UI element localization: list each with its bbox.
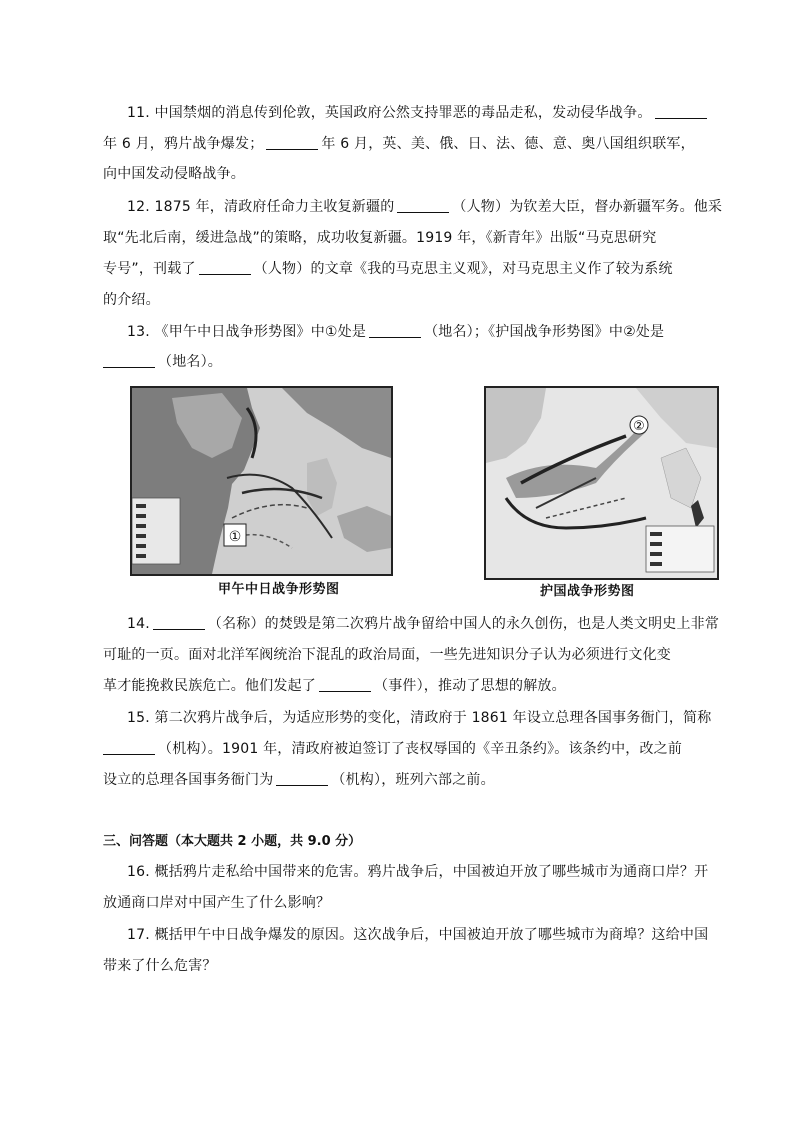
map-marker-2: ② [633, 419, 645, 434]
q13-blank-2[interactable] [103, 353, 155, 368]
q14-line3: 革才能挽救民族危亡。他们发起了 （事件），推动了思想的解放。 [103, 678, 566, 694]
q14-line2: 可耻的一页。面对北洋军阀统治下混乱的政治局面，一些先进知识分子认为必须进行文化变 [103, 647, 671, 663]
q13-line1: 13. 《甲午中日战争形势图》中①处是 （地名）；《护国战争形势图》中②处是 [127, 324, 665, 340]
q14-blank-2[interactable] [319, 677, 371, 692]
q12-blank-2[interactable] [199, 260, 251, 275]
q17-line2: 带来了什么危害？ [103, 958, 217, 974]
q12-line2: 取“先北后南，缓进急战”的策略，成功收复新疆。1919 年，《新青年》出版“马克思研究 [103, 230, 657, 246]
q16-line2: 放通商口岸对中国产生了什么影响？ [103, 895, 331, 911]
q15-blank-2[interactable] [276, 771, 328, 786]
sino-japanese-war-map-graphic [132, 388, 391, 574]
q15-blank-1[interactable] [103, 740, 155, 755]
q12-line1: 12. 1875 年，清政府任命力主收复新疆的 （人物）为钦差大臣，督办新疆军务。他采 [127, 199, 723, 215]
q13-blank-1[interactable] [369, 323, 421, 338]
left-map-caption: 甲午中日战争形势图 [218, 582, 340, 597]
section-3-title: 三、问答题（本大题共 2 小题，共 9.0 分） [103, 834, 362, 849]
q12-line3: 专号”，刊载了 （人物）的文章《我的马克思主义观》，对马克思主义作了较为系统 [103, 261, 673, 277]
q17-line1: 17. 概括甲午中日战争爆发的原因。这次战争后，中国被迫开放了哪些城市为商埠？这给中国 [127, 927, 709, 943]
q12-line4: 的介绍。 [103, 292, 160, 308]
sino-japanese-war-map [130, 386, 393, 576]
q12-blank-1[interactable] [397, 198, 449, 213]
q15-line3: 设立的总理各国事务衙门为 （机构），班列六部之前。 [103, 772, 495, 788]
map-marker-1: ① [228, 529, 242, 545]
q15-line1: 15. 第二次鸦片战争后，为适应形势的变化，清政府于 1861 年设立总理各国事务衙门，简称 [127, 710, 712, 726]
q11-line1: 11. 中国禁烟的消息传到伦敦，英国政府公然支持罪恶的毒品走私，发动侵华战争。 [127, 103, 710, 123]
q16-line1: 16. 概括鸦片走私给中国带来的危害。鸦片战争后，中国被迫开放了哪些城市为通商口岸？开 [127, 864, 709, 880]
q13-line2: （地名）。 [103, 352, 222, 372]
q14-blank-1[interactable] [153, 615, 205, 630]
q14-line1: 14. （名称）的焚毁是第二次鸦片战争留给中国人的永久创伤，也是人类文明史上非常 [127, 616, 720, 632]
q11-line3: 向中国发动侵略战争。 [103, 166, 245, 182]
q15-line2: （机构）。1901 年，清政府被迫签订了丧权辱国的《辛丑条约》。该条约中，改之前 [103, 739, 682, 759]
right-map-caption: 护国战争形势图 [540, 584, 635, 599]
national-protection-war-map-graphic [486, 388, 717, 578]
q11-blank-2[interactable] [266, 135, 318, 150]
q11-blank-1[interactable] [655, 104, 707, 119]
national-protection-war-map [484, 386, 719, 580]
q11-line2: 年 6 月，鸦片战争爆发； 年 6 月，英、美、俄、日、法、德、意、奥八国组织联军， [103, 136, 695, 152]
